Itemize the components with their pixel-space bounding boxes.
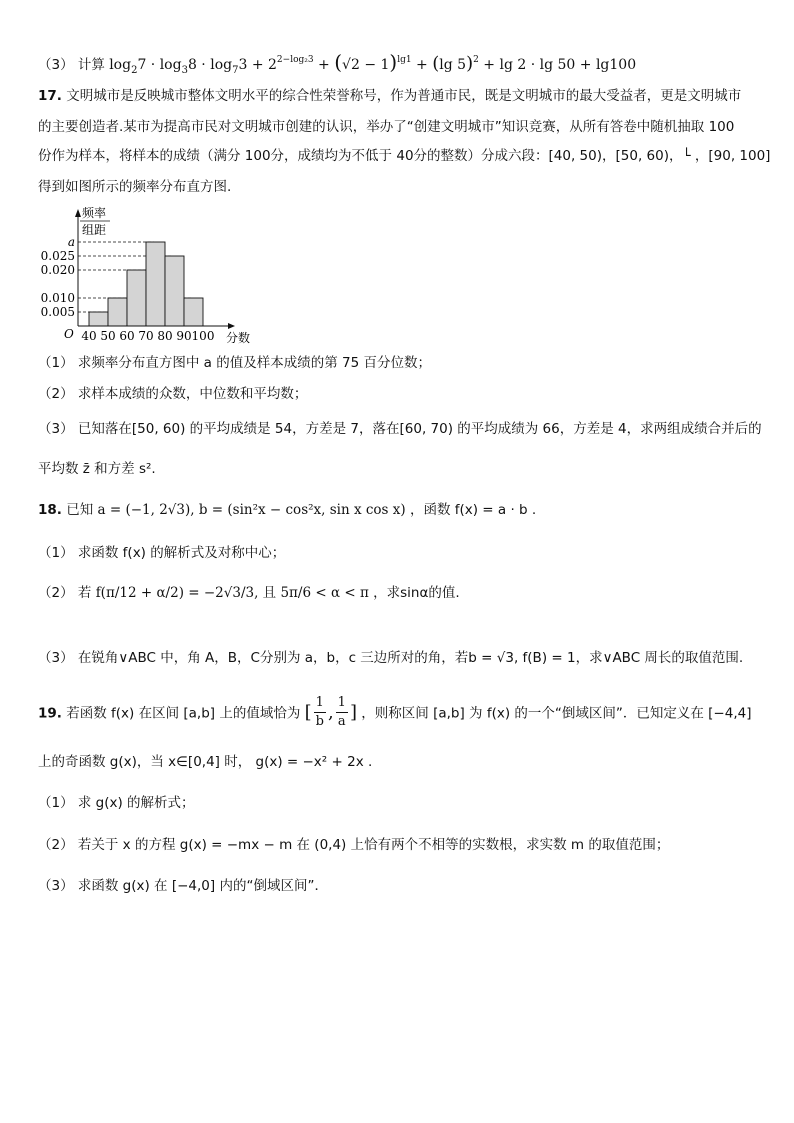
x-tick-label: 90: [176, 329, 192, 343]
q18-part3: （3） 在锐角∨ABC 中，角 A，B，C分别为 a，b，c 三边所对的角，若b = √3, f(B) = 1，求∨ABC 周长的取值范围.: [38, 650, 744, 666]
q19-part3: （3） 求函数 g(x) 在 [−4,0] 内的“倒域区间”．: [38, 878, 328, 894]
q17-stem-line4: 得到如图所示的频率分布直方图.: [38, 179, 232, 195]
x-tick-label: 50: [100, 329, 116, 343]
q16-part3: [38, 50, 636, 81]
q18-stem: [38, 500, 536, 520]
q19-range-interval: [ $\frac{1}{b}$ , $\frac{1}{a}$ ]: [304, 695, 357, 729]
q17-stem-text-1: 文明城市是反映城市整体文明水平的综合性荣誉称号，作为普通市民，既是文明城市的最大受益者，更是文明城市: [66, 88, 742, 104]
histogram-bar: [146, 242, 165, 326]
y-tick-label: 0.025: [40, 249, 75, 263]
histogram-bar: [184, 298, 203, 326]
y-label-top: 频率: [82, 206, 107, 220]
q17-part2: （2） 求样本成绩的众数，中位数和平均数；: [38, 386, 308, 402]
q17-stem-line3: 份作为样本，将样本的成绩（满分 100分，成绩均为不低于 40分的整数）分成六段：[40, 50)，[50, 60)，└ ，[90, 100]: [38, 148, 771, 164]
q18-part1: （1） 求函数 f(x) 的解析式及对称中心；: [38, 545, 286, 561]
y-label-bottom: 组距: [82, 223, 107, 237]
q16-part3-label: （3）: [38, 57, 74, 73]
x-tick-label: 60: [119, 329, 135, 343]
q19-stem-line2: 上的奇函数 g(x)，当 x∈[0,4] 时， g(x) = −x² + 2x .: [38, 754, 373, 770]
q17-stem-line2: 的主要创造者.某市为提高市民对文明城市创建的认识，举办了“创建文明城市”知识竞赛，从所有答卷中随机抽取 100: [38, 119, 735, 135]
y-tick-label: 0.010: [40, 291, 75, 305]
q18-vectors: a = (−1, 2√3), b = (sin²x − cos²x, sin x cos x): [97, 502, 406, 518]
q18-part2-suffix: ，求sinα的值.: [373, 585, 460, 601]
q18-part2-prefix: （2） 若: [38, 585, 92, 601]
histogram-bar: [89, 312, 108, 326]
q17-part3-line2: 平均数 z̄ 和方差 s².: [38, 461, 156, 477]
histogram-bar: [165, 256, 184, 326]
q18-part2-expression: f(π/12 + α/2) = −2√3/3, 且 5π/6 < α < π: [95, 585, 369, 601]
x-tick-label: 100: [191, 329, 215, 343]
x-axis-label: 分数: [226, 331, 251, 345]
q18-stem-prefix: 已知: [66, 502, 94, 518]
q18-number: 18.: [38, 502, 62, 518]
q18-part2: [38, 583, 460, 603]
q17-part1: （1） 求频率分布直方图中 a 的值及样本成绩的第 75 百分位数；: [38, 355, 431, 371]
y-axis-arrow: [75, 209, 81, 217]
q16-part3-text: 计算: [77, 57, 105, 73]
histogram-bar: [127, 270, 146, 326]
q19-stem-1b: ，则称区间 [a,b] 为 f(x) 的一个“倒域区间”．已知定义在 [−4,4]: [361, 705, 752, 722]
q17-stem-line1: [38, 86, 741, 106]
y-tick-label: 0.020: [40, 263, 75, 277]
y-tick-label: 0.005: [40, 305, 75, 319]
q17-number: 17.: [38, 88, 62, 104]
q16-part3-expression: $\log_27 \cdot \log_38 \cdot \log_73 + 2^{2-log_23} + (√2 - 1)^{lg1} + (\lg$ 5)$^2$ + lg 2 · lg 50 + lg100: [109, 50, 637, 76]
frequency-histogram: [36, 203, 266, 348]
q19-number: 19.: [38, 705, 62, 722]
origin-label: O: [64, 327, 74, 341]
q18-stem-suffix: ，函数 f(x) = a · b .: [409, 502, 537, 518]
q19-part1: （1） 求 g(x) 的解析式；: [38, 795, 195, 811]
x-tick-label: 80: [157, 329, 173, 343]
q19-stem-line1: [38, 694, 751, 731]
q19-part2: （2） 若关于 x 的方程 g(x) = −mx − m 在 (0,4) 上恰有两个不相等的实数根，求实数 m 的取值范围；: [38, 837, 670, 853]
y-tick-label: a: [67, 235, 75, 249]
x-tick-label: 70: [138, 329, 154, 343]
q17-part3-line1: （3） 已知落在[50, 60) 的平均成绩是 54，方差是 7，落在[60, 70) 的平均成绩为 66，方差是 4，求两组成绩合并后的: [38, 421, 762, 437]
x-axis-arrow: [228, 323, 235, 329]
q19-stem-1a: 若函数 f(x) 在区间 [a,b] 上的值域恰为: [66, 705, 301, 722]
x-tick-label: 40: [81, 329, 97, 343]
histogram-bar: [108, 298, 127, 326]
